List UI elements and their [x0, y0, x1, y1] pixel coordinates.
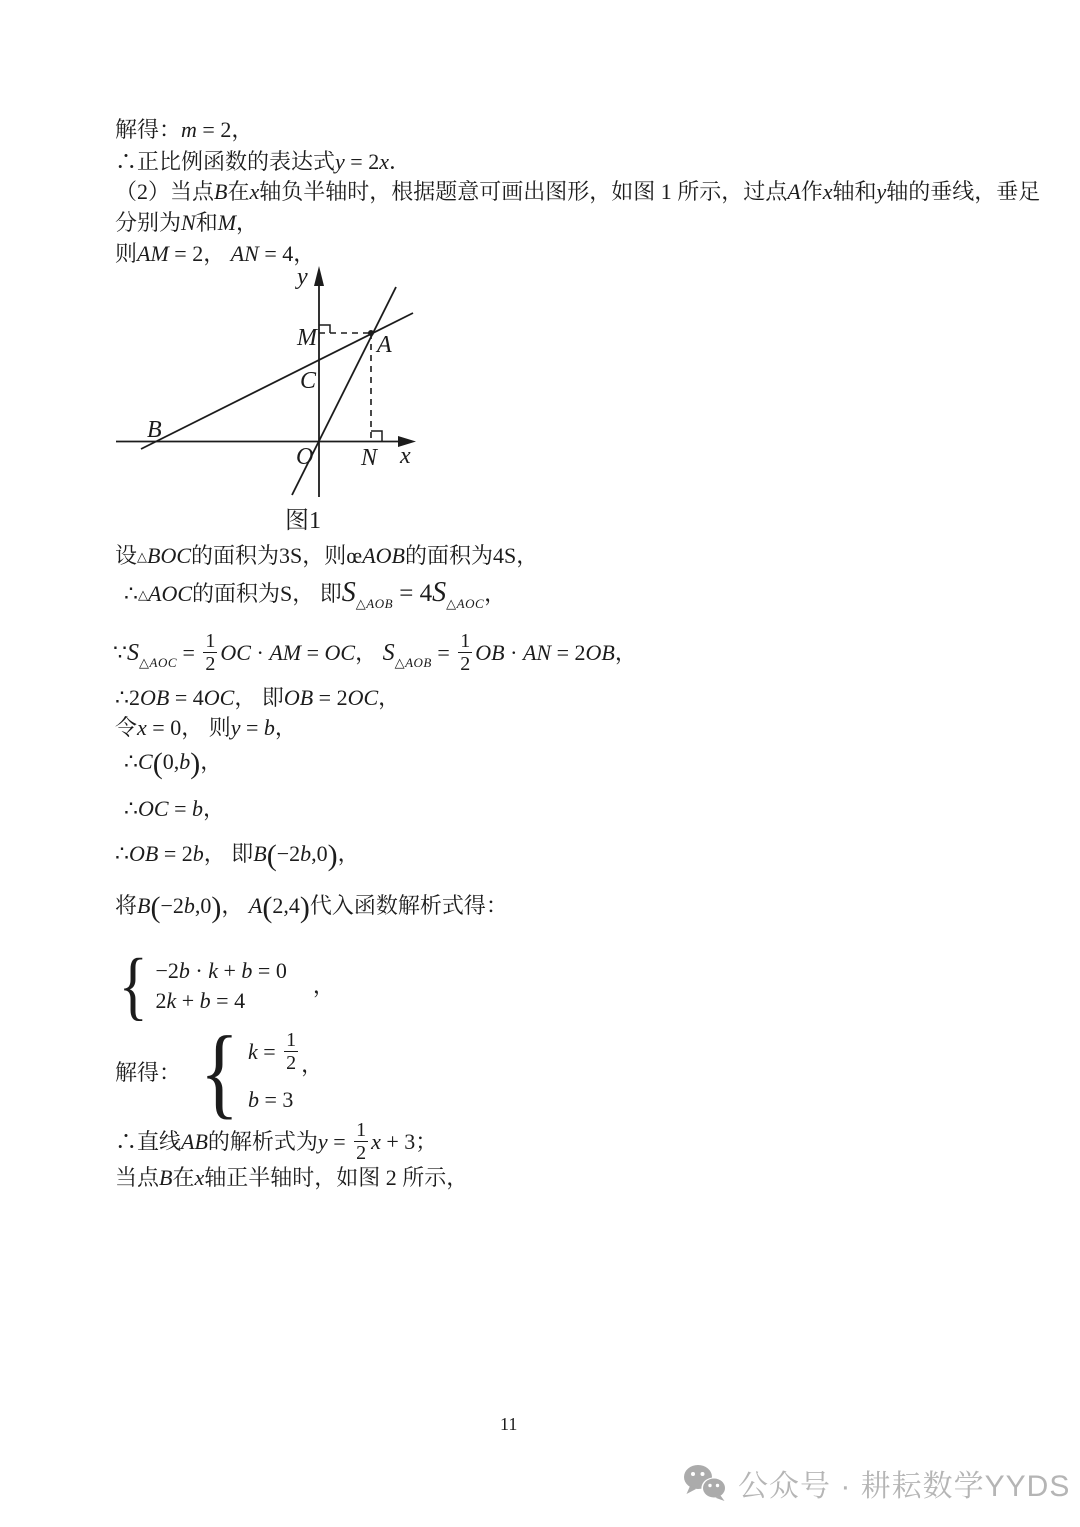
text-run: OB	[475, 639, 505, 665]
text-run: =	[240, 715, 264, 740]
numerator: 1	[205, 630, 216, 652]
text-run: ，	[221, 893, 249, 918]
therefore-symbol: ∴	[124, 749, 138, 774]
page-number: 11	[500, 1414, 518, 1434]
text-run: ,0	[311, 841, 328, 866]
text-run: =	[257, 1038, 282, 1064]
subscript-run: △AOC	[446, 596, 485, 611]
numerator: 1	[286, 1028, 297, 1051]
line-substitute-points	[115, 890, 508, 923]
line-ob-2b	[115, 838, 360, 871]
text-run: m	[181, 117, 197, 142]
text-run: ， 即	[234, 685, 284, 710]
text-run: 的面积为S， 即	[192, 581, 342, 606]
denominator: 2	[356, 1142, 367, 1165]
text-run: ， 则	[181, 715, 231, 740]
subscript-run: △AOB	[394, 654, 432, 670]
text-run: ，	[614, 639, 637, 665]
text-run: ， 即	[203, 841, 254, 866]
solution-rows	[247, 1028, 324, 1116]
text-run: ,0	[194, 893, 212, 918]
text-run: = 4	[258, 241, 294, 266]
text-run: ∴直线	[115, 1129, 182, 1154]
text-run: b	[247, 1087, 259, 1113]
text-run: OC	[138, 796, 169, 821]
text-run: 则	[115, 241, 138, 266]
text-run: 将	[115, 893, 138, 918]
text-run: = 2	[196, 117, 232, 142]
text-run: 0,	[162, 749, 180, 774]
subscript-run: △AOC	[139, 654, 177, 670]
numerator: 1	[356, 1119, 367, 1142]
equation-system	[115, 944, 335, 1028]
system-row-1	[155, 956, 286, 986]
text-run: x	[822, 179, 833, 204]
therefore-symbol: ∴	[124, 581, 138, 606]
text-run: = 2	[551, 639, 586, 665]
text-run: + 3	[380, 1129, 416, 1154]
label-y: y	[297, 264, 308, 290]
text-run: 轴负半轴时，根据题意可画出图形，如图 1 所示，过点	[259, 179, 788, 204]
watermark-text: 公众号 · 耕耘数学YYDS	[738, 1470, 1071, 1503]
text-run: ，	[236, 210, 259, 235]
text-run: OB	[140, 685, 170, 710]
line-proportional-function	[115, 146, 411, 178]
y-axis-arrowhead	[314, 266, 324, 286]
system-row-2	[155, 986, 286, 1016]
text-run: 分别为	[115, 210, 182, 235]
text-run: S	[290, 543, 303, 568]
line-area-formulas	[113, 632, 637, 679]
text-run: ，	[516, 543, 539, 568]
text-run: ·	[250, 639, 270, 665]
text-run: AM	[137, 241, 169, 266]
line-oc-b	[124, 793, 225, 825]
text-run: OC	[203, 685, 235, 710]
text-run: y	[335, 149, 345, 174]
text-run: = 4	[210, 988, 246, 1013]
line-point-c	[124, 746, 222, 779]
open-paren: (	[150, 891, 161, 924]
text-run: œ	[346, 543, 363, 568]
text-run: ，	[293, 241, 316, 266]
text-run: ∴2	[115, 685, 140, 710]
text-run: A	[787, 179, 801, 204]
text-run: OB	[585, 639, 615, 665]
text-run: 的解析式为	[207, 1129, 318, 1154]
text-run: S	[127, 639, 139, 666]
text-run: x	[249, 179, 260, 204]
text-run: 作	[800, 179, 823, 204]
text-run: AN	[522, 639, 552, 665]
line-solve-m	[115, 114, 253, 146]
label-c: C	[300, 368, 317, 394]
text-run: ·	[504, 639, 523, 665]
fraction-one-half	[203, 630, 217, 676]
text-run: x	[137, 715, 147, 740]
text-run: BOC	[147, 543, 192, 568]
denominator: 2	[460, 653, 471, 676]
figure-1-caption: 图1	[285, 508, 321, 534]
fraction-one-half	[284, 1029, 298, 1075]
text-run: = 0	[252, 958, 287, 983]
close-paren: )	[299, 891, 310, 924]
label-b: B	[147, 417, 162, 443]
denominator: 2	[286, 1051, 297, 1074]
text-run: 在	[172, 1165, 195, 1190]
text-run: ，	[312, 973, 335, 998]
therefore-symbol: ∴	[124, 796, 138, 821]
numerator: 1	[460, 630, 471, 652]
text-run: b	[179, 749, 191, 774]
text-run: ．	[388, 149, 411, 174]
text-run: b	[241, 958, 253, 983]
line-positive-axis-case	[115, 1162, 468, 1194]
text-run: ；	[415, 1129, 438, 1154]
label-n: N	[361, 445, 378, 471]
text-run: AN	[230, 241, 259, 266]
text-run: =	[168, 796, 192, 821]
text-run: = 4	[393, 580, 433, 607]
text-run: x	[371, 1129, 381, 1154]
text-run: b	[178, 958, 190, 983]
system-rows	[155, 956, 286, 1016]
solution-row-k	[247, 1028, 324, 1080]
text-run: +	[218, 958, 242, 983]
right-angle-mark-m	[319, 325, 330, 333]
text-run: S	[341, 577, 356, 608]
text-run: 的面积为4	[404, 543, 504, 568]
because-symbol: ∵	[113, 639, 127, 665]
text-run: 解得：	[115, 1060, 182, 1085]
text-run: −2	[276, 841, 301, 866]
line-feet-n-m	[115, 207, 258, 239]
text-run: B	[137, 893, 151, 918]
text-run: 令	[115, 715, 138, 740]
open-paren: (	[152, 747, 163, 780]
denominator: 2	[205, 653, 216, 676]
right-angle-mark-n	[371, 431, 382, 441]
text-run: AM	[269, 639, 302, 665]
text-run: b	[199, 988, 211, 1013]
point-a-dot	[368, 330, 374, 336]
text-run: b	[300, 841, 312, 866]
text-run: ，	[274, 715, 297, 740]
text-run: k	[166, 988, 177, 1013]
solution-system	[115, 1016, 324, 1129]
figure-1-coordinate-graph	[100, 260, 460, 510]
text-run: = 2	[313, 685, 348, 710]
text-run: ，	[203, 241, 231, 266]
solution-row-b	[248, 1085, 323, 1115]
text-run: ·	[189, 958, 209, 983]
line-s-aob-4s-aoc	[124, 578, 506, 620]
text-run: 当点	[115, 1165, 160, 1190]
text-run: = 4	[169, 685, 204, 710]
text-run: k	[247, 1038, 258, 1064]
text-run: ，	[484, 581, 507, 606]
fraction-one-half	[354, 1119, 368, 1165]
text-run: ，	[355, 639, 383, 665]
text-run: ，	[231, 117, 254, 142]
text-run: M	[217, 210, 237, 235]
text-run: 代入函数解析式得：	[309, 893, 508, 918]
text-run: 轴正半轴时，如图 2 所示，	[204, 1165, 469, 1190]
text-run: =	[301, 639, 325, 665]
text-run: ，	[200, 749, 223, 774]
text-run: C	[138, 749, 153, 774]
line-let-x-0	[115, 712, 297, 744]
text-run: B	[214, 179, 228, 204]
text-run: x	[379, 149, 389, 174]
text-run: OC	[220, 639, 251, 665]
text-run: AB	[181, 1129, 208, 1154]
text-run: 在	[227, 179, 250, 204]
text-run: ，	[301, 1051, 324, 1077]
label-x: x	[400, 443, 411, 469]
text-run: ，	[378, 685, 401, 710]
text-run: b	[263, 715, 275, 740]
fraction-one-half	[458, 630, 472, 676]
text-run: AOC	[148, 581, 192, 606]
text-run: = 2	[158, 841, 193, 866]
text-run: =	[431, 639, 456, 665]
text-run: 2	[155, 988, 167, 1013]
text-run: = 2	[168, 241, 204, 266]
line-area-3s-4s	[115, 540, 538, 573]
text-run: = 0	[146, 715, 182, 740]
curly-brace: {	[118, 944, 148, 1028]
text-run: 2,4	[272, 893, 300, 918]
text-run: OC	[347, 685, 379, 710]
text-run: y	[230, 715, 241, 740]
text-run: y	[876, 179, 887, 204]
text-run: −2	[155, 958, 179, 983]
label-a: A	[377, 332, 392, 358]
text-run: b	[191, 796, 203, 821]
text-run: OB	[129, 841, 159, 866]
text-run: S	[503, 543, 517, 568]
text-run: ，	[202, 796, 225, 821]
text-run: =	[327, 1129, 352, 1154]
text-run: 的面积为3	[191, 543, 291, 568]
wechat-icon	[683, 1464, 729, 1502]
text-run: AOB	[362, 543, 405, 568]
close-paren: )	[190, 747, 201, 780]
text-run: y	[317, 1129, 328, 1154]
text-run: 轴的垂线，垂足	[886, 179, 1041, 204]
watermark	[683, 1461, 1070, 1505]
text-run: B	[253, 841, 267, 866]
subscript-run: △AOB	[355, 596, 394, 611]
text-run: = 3	[258, 1087, 294, 1113]
therefore-symbol: ∴	[115, 841, 129, 866]
text-run: S	[382, 639, 395, 666]
triangle-symbol: △	[138, 587, 148, 602]
text-run: OB	[283, 685, 314, 710]
text-run: k	[208, 958, 218, 983]
text-run: −2	[160, 893, 184, 918]
text-run: （2）当点	[115, 179, 215, 204]
text-run: S	[432, 577, 447, 608]
text-run: ，	[337, 841, 360, 866]
text-run: +	[176, 988, 200, 1013]
curly-brace: {	[199, 1016, 240, 1129]
text-run: 轴和	[832, 179, 877, 204]
text-run: ，则	[302, 543, 347, 568]
text-run: =	[177, 639, 201, 665]
text-run: N	[181, 210, 196, 235]
line-2ob-4oc	[115, 682, 400, 714]
close-paren: )	[327, 839, 338, 872]
triangle-symbol: △	[137, 549, 148, 564]
text-run: b	[183, 893, 195, 918]
text-run: x	[194, 1165, 205, 1190]
text-run: 设	[115, 543, 138, 568]
line-part2-intro	[115, 176, 1040, 208]
text-run: 解得：	[115, 117, 182, 142]
close-paren: )	[211, 891, 222, 924]
label-origin: O	[296, 444, 314, 470]
label-m: M	[297, 325, 317, 351]
text-run: ∴正比例函数的表达式	[115, 149, 336, 174]
text-run: OC	[324, 639, 356, 665]
text-run: b	[192, 841, 204, 866]
text-run: B	[159, 1165, 173, 1190]
open-paren: (	[262, 891, 273, 924]
text-run: 和	[195, 210, 218, 235]
text-run: = 2	[344, 149, 380, 174]
open-paren: (	[266, 839, 277, 872]
text-run: A	[248, 893, 263, 918]
